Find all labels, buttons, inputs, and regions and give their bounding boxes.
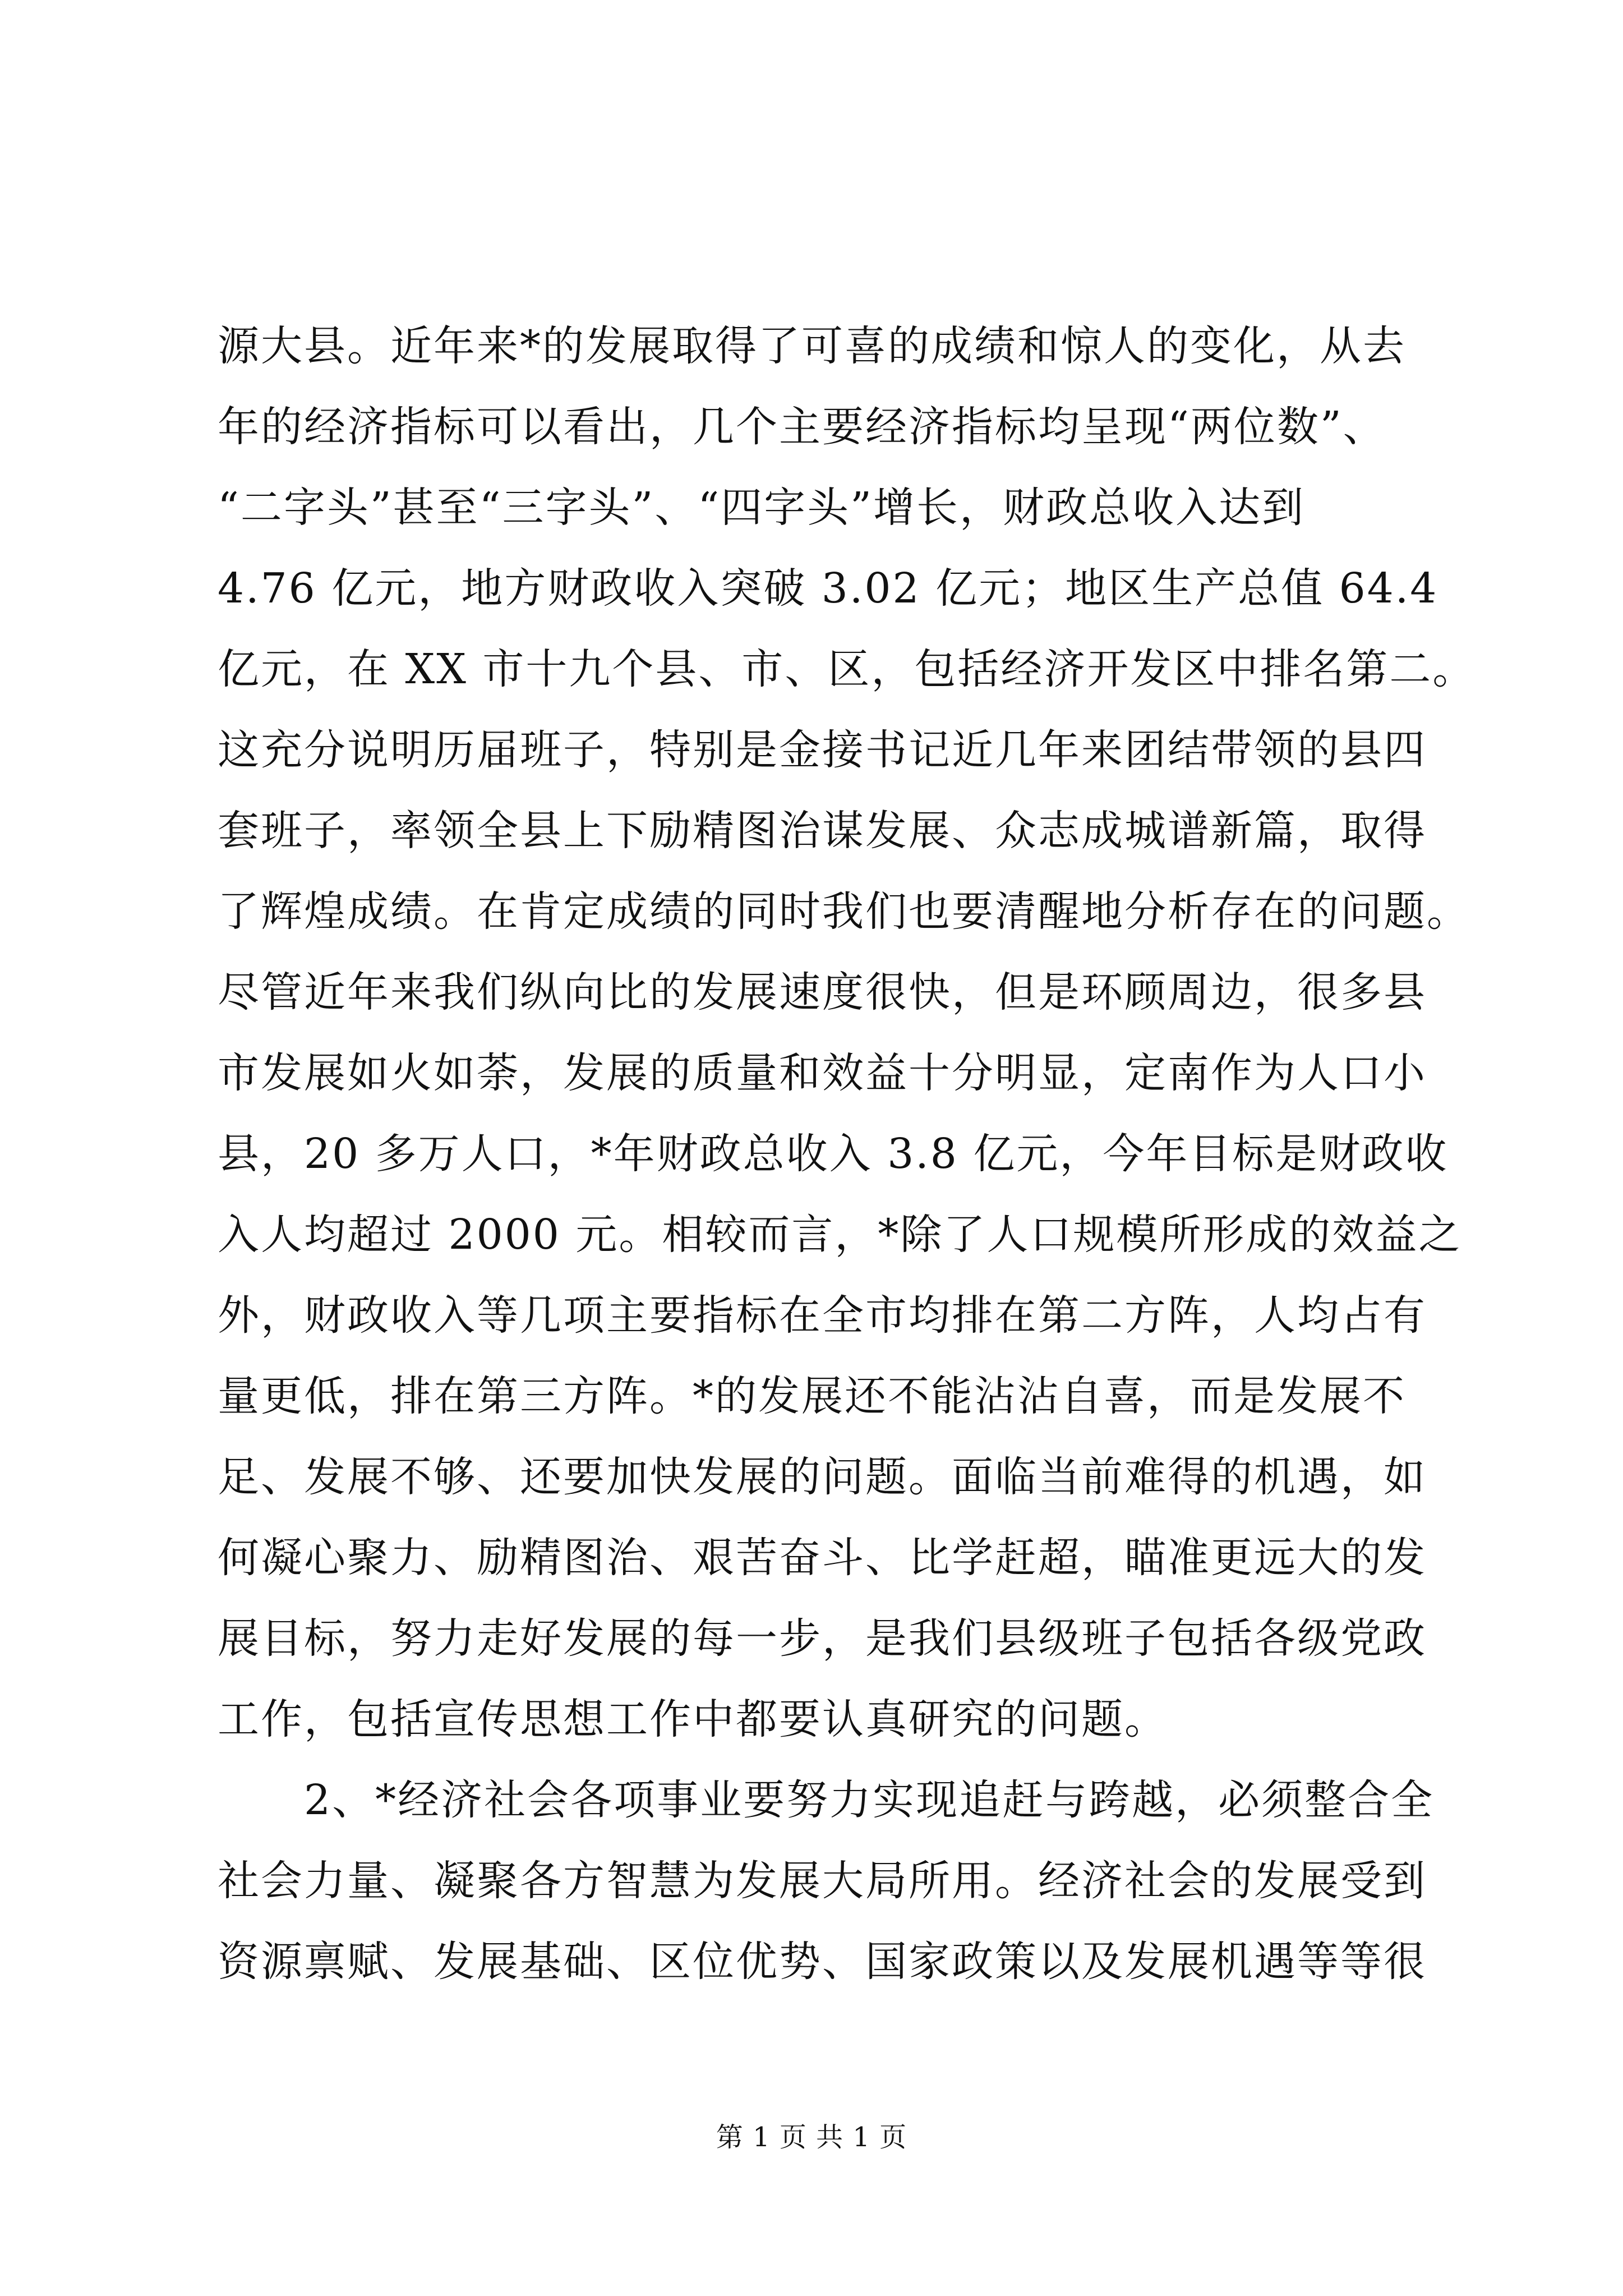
text-line: 县，20 多万人口，*年财政总收入 3.8 亿元，今年目标是财政收 xyxy=(218,1130,1449,1178)
text-line: 足、发展不够、还要加快发展的问题。面临当前难得的机遇，如 xyxy=(218,1453,1427,1501)
text-line: 这充分说明历届班子，特别是金接书记近几年来团结带领的县四 xyxy=(218,726,1427,774)
text-line: 量更低，排在第三方阵。*的发展还不能沾沾自喜，而是发展不 xyxy=(218,1372,1406,1420)
body-text xyxy=(218,306,1476,2002)
text-line: “二字头”甚至“三字头”、“四字头”增长，财政总收入达到 xyxy=(218,484,1305,532)
text-line: 资源禀赋、发展基础、区位优势、国家政策以及发展机遇等等很 xyxy=(218,1938,1427,1986)
text-line: 市发展如火如荼，发展的质量和效益十分明显，定南作为人口小 xyxy=(218,1049,1427,1097)
text-line: 年的经济指标可以看出，几个主要经济指标均呈现“两位数”、 xyxy=(218,403,1386,451)
page-footer: 第 1 页 共 1 页 xyxy=(716,2122,907,2153)
paragraph-start-line: 2、*经济社会各项事业要努力实现追赶与跨越，必须整合全 xyxy=(304,1776,1435,1824)
text-line: 社会力量、凝聚各方智慧为发展大局所用。经济社会的发展受到 xyxy=(218,1857,1427,1905)
text-line: 尽管近年来我们纵向比的发展速度很快，但是环顾周边，很多县 xyxy=(218,968,1427,1016)
text-line: 4.76 亿元，地方财政收入突破 3.02 亿元；地区生产总值 64.4 xyxy=(218,564,1438,613)
text-line: 展目标，努力走好发展的每一步，是我们县级班子包括各级党政 xyxy=(218,1614,1427,1663)
text-line: 入人均超过 2000 元。相较而言，*除了人口规模所形成的效益之 xyxy=(218,1211,1462,1259)
text-line: 外，财政收入等几项主要指标在全市均排在第二方阵，人均占有 xyxy=(218,1291,1427,1340)
text-line: 何凝心聚力、励精图治、艰苦奋斗、比学赶超，瞄准更远大的发 xyxy=(218,1534,1427,1582)
text-line: 源大县。近年来*的发展取得了可喜的成绩和惊人的变化，从去 xyxy=(218,322,1406,370)
text-line: 了辉煌成绩。在肯定成绩的同时我们也要清醒地分析存在的问题。 xyxy=(218,887,1470,936)
text-line: 套班子，率领全县上下励精图治谋发展、众志成城谱新篇，取得 xyxy=(218,807,1427,855)
text-line: 亿元，在 XX 市十九个县、市、区，包括经济开发区中排名第二。 xyxy=(218,645,1476,693)
text-line: 工作，包括宣传思想工作中都要认真研究的问题。 xyxy=(218,1695,1168,1743)
